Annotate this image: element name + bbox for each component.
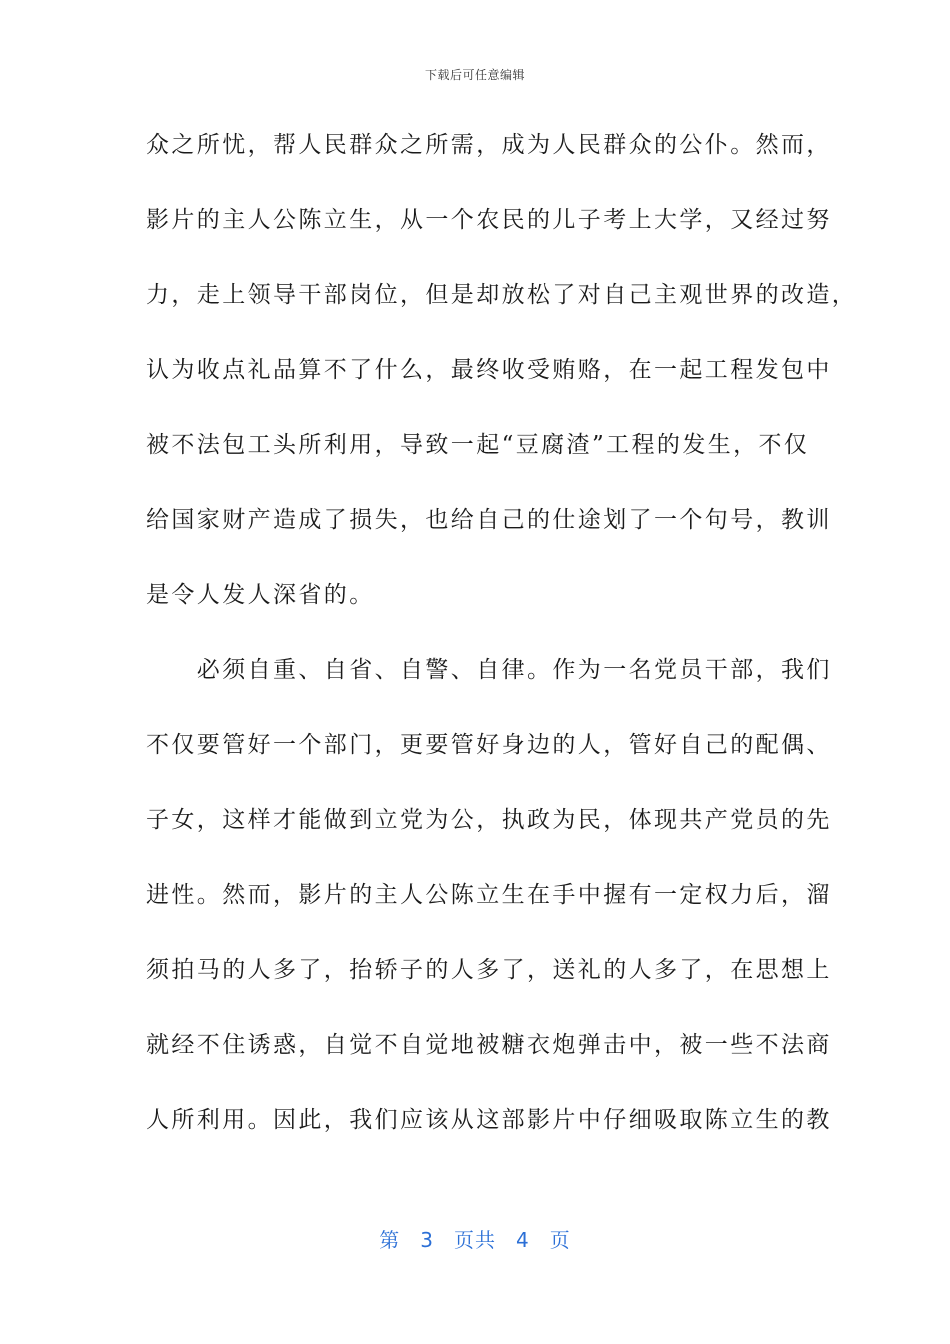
- footer-prefix: 第: [379, 1228, 401, 1252]
- text-line: 不仅要管好一个部门，更要管好身边的人，管好自己的配偶、: [146, 732, 832, 758]
- text-line: 被不法包工头所利用，导致一起“豆腐渣”工程的发生，不仅: [146, 432, 810, 458]
- text-line: 进性。然而，影片的主人公陈立生在手中握有一定权力后，溜: [146, 882, 832, 908]
- text-line: 须拍马的人多了，抬轿子的人多了，送礼的人多了，在思想上: [146, 957, 832, 983]
- text-line: 众之所忧，帮人民群众之所需，成为人民群众的公仆。然而，: [146, 132, 832, 158]
- text-line: 子女，这样才能做到立党为公，执政为民，体现共产党员的先: [146, 807, 832, 833]
- current-page-number: 3: [420, 1228, 434, 1252]
- text-line: 人所利用。因此，我们应该从这部影片中仔细吸取陈立生的教: [146, 1107, 832, 1133]
- total-pages-number: 4: [516, 1228, 530, 1252]
- text-line: 是令人发人深省的。: [146, 582, 375, 608]
- text-line: 认为收点礼品算不了什么，最终收受贿赂，在一起工程发包中: [146, 357, 832, 383]
- text-line: 影片的主人公陈立生，从一个农民的儿子考上大学，又经过努: [146, 207, 832, 233]
- page-number-footer: [0, 1224, 950, 1253]
- download-note: 下载后可任意编辑: [424, 68, 525, 82]
- document-body: [146, 124, 858, 1174]
- text-line: 必须自重、自省、自警、自律。作为一名党员干部，我们: [146, 657, 832, 683]
- footer-middle: 页共: [454, 1228, 496, 1252]
- footer-suffix: 页: [549, 1228, 571, 1252]
- text-line: 力，走上领导干部岗位，但是却放松了对自己主观世界的改造，: [146, 282, 858, 308]
- text-line: 就经不住诱惑，自觉不自觉地被糖衣炮弹击中，被一些不法商: [146, 1032, 832, 1058]
- text-line: 给国家财产造成了损失，也给自己的仕途划了一个句号，教训: [146, 507, 832, 533]
